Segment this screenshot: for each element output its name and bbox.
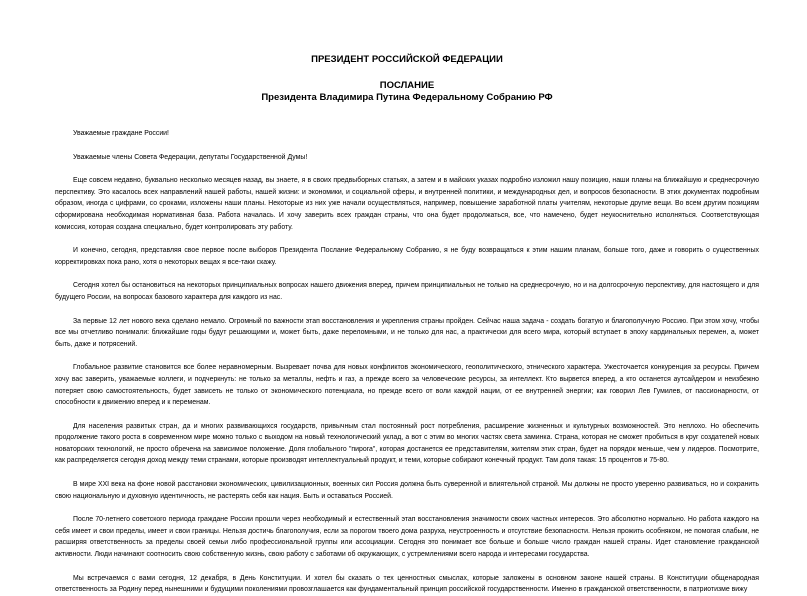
paragraph: За первые 12 лет нового века сделано немало. Огромный по важности этап восстановления и укрепления страны пройден. Сейчас наша задача - создать богатую и благополучную Россию. При этом хочу, чтобы все мы отчетливо понимали: ближайшие годы будут решающими и, может быть, даже переломными, и не только для нас, а практически для всего мира, который вступает в эпоху кардинальных перемен, а, может быть, даже и потрясений. <box>55 317 759 348</box>
paragraph: После 70-летнего советского периода граждане России прошли через необходимый и естественный этап восстановления значимости своих частных интересов. Это абсолютно нормально. Но работа каждого на себя имеет и свои пределы, имеет и свои границы. Нельзя достичь благополучия, если за порогом твоего дома разруха, неустроенность и отсутствие безопасности. Нельзя прожить особняком, не помогая слабым, не расширяя ответственность за пределы своей семьи либо профессиональной группы или ассоциации. Сегодня это понимает все больше и больше число граждан нашей страны. Идет становление гражданской активности. Люди начинают соотносить свою собственную жизнь, свою работу с заботами об окружающих, с устремлениями всего народа и интересами государства. <box>55 516 759 559</box>
paragraph: Глобальное развитие становится все более неравномерным. Вызревает почва для новых конфликтов экономического, геополитического, этнического характера. Ужесточается конкуренция за ресурсы. Причем хочу вас заверить, уважаемые коллеги, и подчеркнуть: не только за металлы, нефть и газ, а прежде всего за человеческие ресурсы, за интеллект. Кто вырвется вперед, а кто останется аутсайдером и неизбежно потеряет свою самостоятельность, будет зависеть не только от экономического потенциала, но прежде всего от воли каждой нации, от ее внутренней энергии; как говорил Лев Гумилев, от пассионарности, от способности к движению вперед и к переменам. <box>55 364 759 407</box>
paragraph-greeting-citizens: Уважаемые граждане России! <box>73 130 169 137</box>
paragraph: Для населения развитых стран, да и многих развивающихся государств, привычным стал постоянный рост потребления, расширение жизненных и культурных возможностей. Это неплохо. Но обеспечить продолжение такого роста в современном мире можно только с выходом на новый технологический уклад, а вот с этим во многих частях света заминка. Страна, которая не сможет пробиться в круг создателей новых новаторских технологий, не просто обречена на зависимое положение. Доля глобального "пирога", которая достанется ее представителям, жителям этих стран, будет на порядок меньше, чем у лидеров. Посмотрите, как распределяется сегодня доход между теми странами, которые производят интеллектуальный продукт, и теми, которые собирают конечный продукт. Там доля такая: 15 процентов и 75-80. <box>55 422 759 465</box>
document-title: ПОСЛАНИЕ <box>379 80 435 91</box>
paragraph: В мире XXI века на фоне новой расстановки экономических, цивилизационных, военных сил Россия должна быть суверенной и влиятельной страной. Мы должны не просто уверенно развиваться, но и сохранить свою национальную и духовную идентичность, не растерять себя как нация. Быть и оставаться Россией. <box>55 481 759 500</box>
paragraph: И конечно, сегодня, представляя свое первое после выборов Президента Послание Федеральному Собранию, я не буду возвращаться к этим нашим планам, больше того, даже и говорить о существенных корректировках пока рано, хотя о некоторых вещах я все-таки скажу. <box>55 247 759 266</box>
paragraph: Мы встречаемся с вами сегодня, 12 декабря, в День Конституции. И хотел бы сказать о тех ценностных смыслах, которые заложены в основном законе нашей страны. В Конституции общенародная ответственность за Родину перед нынешними и будущими поколениями провозглашается как фундаментальный принцип российской государственности. Именно в гражданской ответственности, в патриотизме вижу <box>55 574 759 594</box>
paragraph: Еще совсем недавно, буквально несколько месяцев назад, вы знаете, я в своих предвыборных статьях, а затем и в майских указах подробно изложил нашу позицию, наши планы на ближайшую и среднесрочную перспективу. Это касалось всех направлений нашей работы, нашей жизни: и экономики, и социальной сферы, и внутренней политики, и международных дел, и вопросов безопасности. В этих документах подробным образом, иногда с цифрами, со сроками, изложены наши планы. Некоторые из них уже начали осуществляться, например, повышение заработной платы учителям, некоторые другие вещи. Во всем другим позициям сформирована необходимая нормативная база. Работа началась. И хочу заверить всех граждан страны, что она будет продолжаться, все, что намечено, будет неукоснительно исполняться. Соответствующая комиссия, которая создана специально, будет контролировать эту работу. <box>55 177 759 231</box>
paragraph: Сегодня хотел бы остановиться на некоторых принципиальных вопросах нашего движения вперед, причем принципиальных не только на среднесрочную, но и на долгосрочную перспективу, для настоящего и для будущего России, на вопросах базового характера для каждого из нас. <box>55 282 759 301</box>
paragraph-greeting-members: Уважаемые члены Совета Федерации, депутаты Государственной Думы! <box>73 153 308 161</box>
document-header: ПРЕЗИДЕНТ РОССИЙСКОЙ ФЕДЕРАЦИИ <box>311 54 503 65</box>
document-subtitle: Президента Владимира Путина Федеральному Собранию РФ <box>261 92 553 103</box>
